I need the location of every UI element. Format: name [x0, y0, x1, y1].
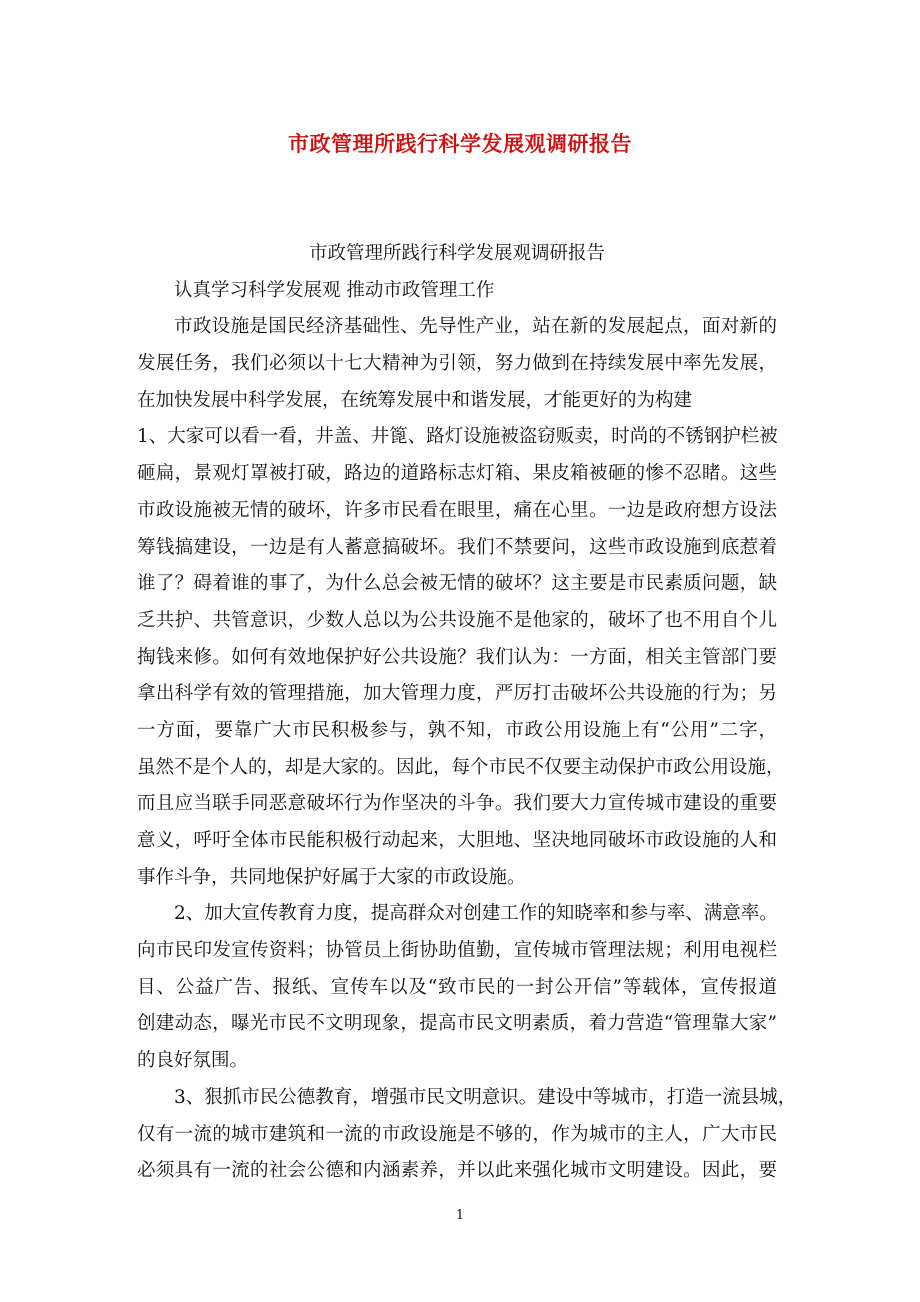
text-line: 虽然不是个人的，却是大家的。因此，每个市民不仅要主动保护市政公用设施，: [137, 756, 785, 778]
text-line: 的良好氛围。: [137, 1050, 249, 1072]
subtitle: 市政管理所践行科学发展观调研报告: [308, 243, 605, 264]
text-line: 2、加大宣传教育力度，提高群众对创建工作的知晓率和参与率、满意率。: [174, 903, 778, 925]
text-line: 砸扁，景观灯罩被打破，路边的道路标志灯箱、果皮箱被砸的惨不忍睹。这些: [137, 463, 777, 485]
text-line: 在加快发展中科学发展，在统筹发展中和谐发展，才能更好的为构建: [137, 389, 693, 411]
text-line: 创建动态，曝光市民不文明现象，提高市民文明素质，着力营造“管理靠大家”: [137, 1013, 777, 1035]
text-line: 3、狠抓市民公德教育，增强市民文明意识。建设中等城市，打造一流县城，: [174, 1086, 797, 1108]
document-title: 市政管理所践行科学发展观调研报告: [288, 131, 632, 156]
section-heading: 认真学习科学发展观 推动市政管理工作: [174, 279, 495, 301]
text-line: 必须具有一流的社会公德和内涵素养，并以此来强化城市文明建设。因此，要: [137, 1160, 777, 1182]
text-line: 乏共护、共管意识，少数人总以为公共设施不是他家的，破坏了也不用自个儿: [137, 609, 777, 631]
document-body: [137, 236, 797, 1190]
text-line: 目、公益广告、报纸、宣传车以及“致市民的一封公开信”等载体，宣传报道: [137, 976, 777, 998]
text-line: 市政设施是国民经济基础性、先导性产业，站在新的发展起点，面对新的: [174, 316, 777, 338]
text-line: 发展任务，我们必须以十七大精神为引领，努力做到在持续发展中率先发展，: [137, 353, 777, 375]
text-line: 谁了？碍着谁的事了，为什么总会被无情的破坏？这主要是市民素质问题，缺: [137, 573, 777, 595]
text-line: 拿出科学有效的管理措施，加大管理力度，严厉打击破坏公共设施的行为；另: [137, 683, 777, 705]
text-line: 事作斗争，共同地保护好属于大家的市政设施。: [137, 866, 526, 888]
text-line: 一方面，要靠广大市民积极参与，孰不知，市政公用设施上有“公用”二字，: [137, 719, 777, 741]
text-line: 掏钱来修。如何有效地保护好公共设施？我们认为：一方面，相关主管部门要: [137, 646, 777, 668]
text-line: 筹钱搞建设，一边是有人蓄意搞破坏。我们不禁要问，这些市政设施到底惹着: [137, 536, 777, 558]
text-line: 而且应当联手同恶意破坏行为作坚决的斗争。我们要大力宣传城市建设的重要: [137, 793, 777, 815]
text-line: 向市民印发宣传资料；协管员上街协助值勤，宣传城市管理法规；利用电视栏: [137, 940, 777, 962]
text-line: 仅有一流的城市建筑和一流的市政设施是不够的，作为城市的主人，广大市民: [137, 1123, 777, 1145]
text-line: 市政设施被无情的破坏，许多市民看在眼里，痛在心里。一边是政府想方设法: [137, 499, 777, 521]
page-number: 1: [455, 1208, 465, 1223]
text-line: 意义，呼吁全体市民能积极行动起来，大胆地、坚决地同破坏市政设施的人和: [137, 830, 777, 851]
text-line: 1、大家可以看一看，井盖、井篦、路灯设施被盗窃贩卖，时尚的不锈钢护栏被: [137, 426, 778, 448]
